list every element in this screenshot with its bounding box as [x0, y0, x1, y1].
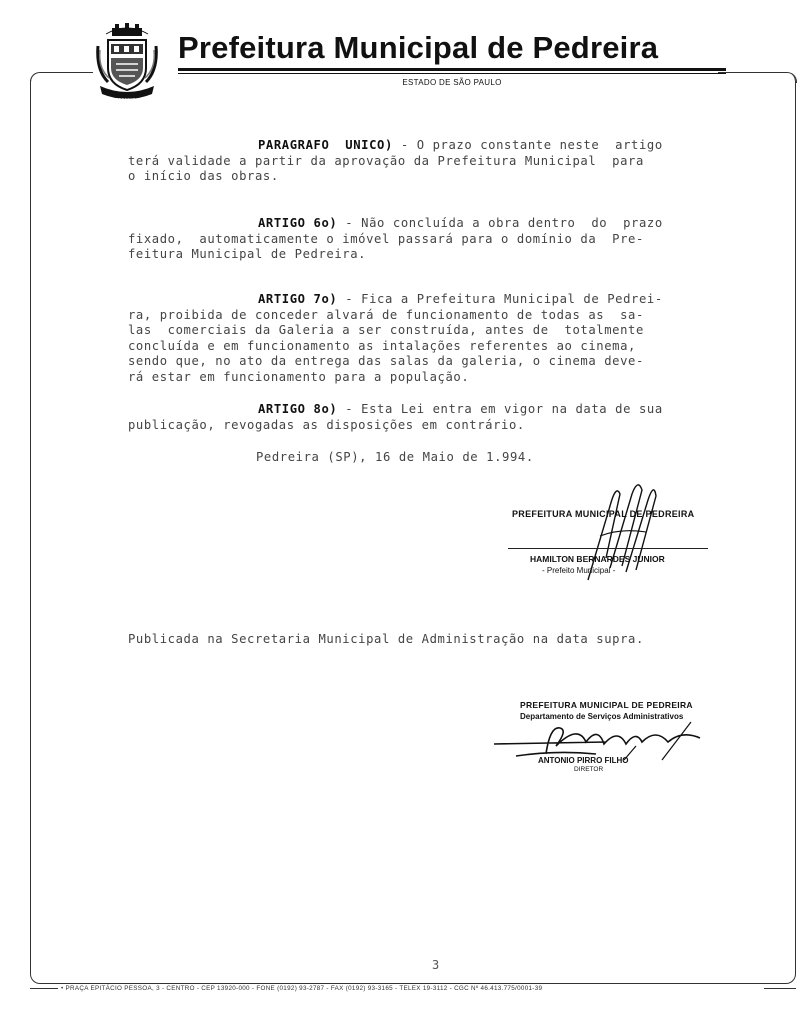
paragraph-line: o início das obras. [128, 169, 279, 183]
crest-text-bottom: PEDREIRA [115, 97, 139, 102]
paragraph-unico-lead: PARAGRAFO UNICO) [258, 138, 393, 152]
mayor-signature-heading: PREFEITURA MUNICIPAL DE PEDREIRA [512, 509, 695, 519]
page-border-top-left [30, 72, 93, 83]
artigo-6 [128, 216, 740, 263]
paragraph-line: - Não concluída a obra dentro do prazo [337, 216, 663, 230]
publication-note: Publicada na Secretaria Municipal de Administração na data supra. [128, 632, 644, 646]
artigo-8-lead: ARTIGO 8o) [258, 402, 338, 416]
header-rule-thin [178, 73, 726, 74]
paragraph-line: terá validade a partir da aprovação da Prefeitura Municipal para [128, 153, 644, 168]
date-line-block [128, 450, 740, 466]
publication-note-block [128, 632, 740, 648]
artigo-7-lead: ARTIGO 7o) [258, 292, 338, 306]
admin-signature-heading: PREFEITURA MUNICIPAL DE PEDREIRA [520, 700, 693, 710]
paragraph-line: rá estar em funcionamento para a população. [128, 369, 470, 384]
paragraph-line: fixado, automaticamente o imóvel passará para o domínio da Pre- [128, 231, 644, 246]
paragraph-line: ra, proibida de conceder alvará de funcionamento de todas as sa- [128, 307, 644, 322]
admin-signature-details [538, 756, 629, 773]
admin-department: Departamento de Serviços Administrativos [520, 712, 684, 721]
admin-name: ANTONIO PIRRO FILHO [538, 756, 629, 765]
mayor-role: - Prefeito Municipal - [542, 566, 616, 575]
mayor-name: HAMILTON BERNARDES JUNIOR [530, 554, 665, 564]
artigo-7 [128, 292, 740, 385]
page-border-top-right [718, 72, 797, 83]
paragraph-line: - Fica a Prefeitura Municipal de Pedrei- [337, 292, 663, 306]
page-number: 3 [432, 958, 440, 972]
municipal-coat-of-arms-icon [94, 20, 160, 104]
header-rule [178, 68, 726, 71]
page-title: Prefeitura Municipal de Pedreira [178, 30, 659, 65]
footer-address: • PRAÇA EPITÁCIO PESSOA, 3 - CENTRO - CEP 13920-000 - FONE (0192) 93-2787 - FAX (0192) 93-3165 - TELEX 19-3112 - CGC Nº 46.413.775/0001-39 [58, 985, 764, 992]
date-line: Pedreira (SP), 16 de Maio de 1.994. [256, 450, 534, 464]
paragraph-line: - Esta Lei entra em vigor na data de sua [337, 402, 663, 416]
paragraph-line: sendo que, no ato da entrega das salas da galeria, o cinema deve- [128, 354, 644, 368]
artigo-6-lead: ARTIGO 6o) [258, 216, 338, 230]
artigo-8 [128, 402, 740, 433]
mayor-signature-details [530, 554, 665, 575]
admin-role: DIRETOR [574, 766, 604, 773]
paragraph-line: feitura Municipal de Pedreira. [128, 247, 367, 261]
mayor-signature-line [508, 548, 708, 549]
footer-rule-right [762, 988, 796, 989]
paragraph-line: - O prazo constante neste artigo [392, 138, 663, 152]
paragraph-unico [128, 138, 740, 185]
paragraph-line: concluída e em funcionamento as intalações referentes ao cinema, [128, 338, 636, 353]
footer-rule-left [30, 988, 58, 989]
paragraph-line: publicação, revogadas as disposições em contrário. [128, 417, 525, 432]
page-border [30, 72, 796, 984]
paragraph-line: las comerciais da Galeria a ser construída, antes de totalmente [128, 323, 644, 337]
state-label: ESTADO DE SÃO PAULO [402, 78, 502, 87]
